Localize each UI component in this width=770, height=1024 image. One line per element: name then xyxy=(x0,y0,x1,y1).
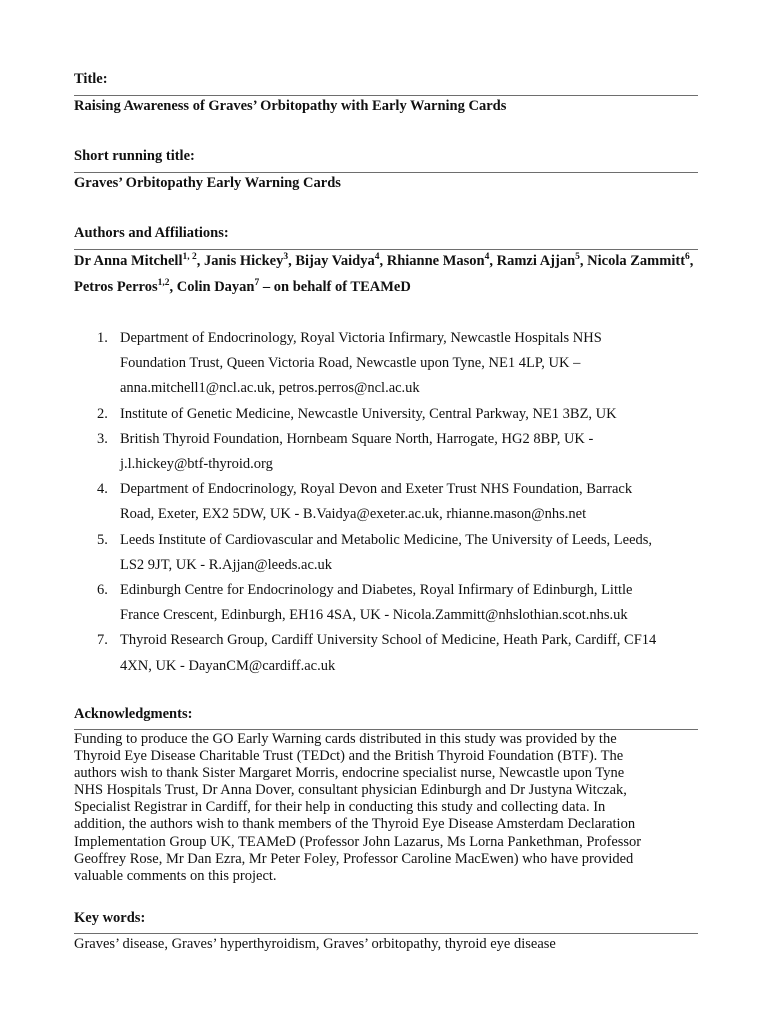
author-affiliation-ref: 6 xyxy=(685,252,690,263)
acknowledgments-line: authors wish to thank Sister Margaret Morris, endocrine specialist nurse, Newcastle upon Tyne xyxy=(74,765,625,782)
author-list xyxy=(74,248,698,300)
affiliation-number: 1. xyxy=(97,330,108,346)
author-name: Colin Dayan xyxy=(176,279,255,295)
author-entry xyxy=(387,253,497,269)
author-affiliation-ref: 4 xyxy=(374,252,380,263)
acknowledgments-line: Funding to produce the GO Early Warning cards distributed in this study was provided by the xyxy=(74,731,617,747)
affiliation-line: Road, Exeter, EX2 5DW, UK - B.Vaidya@exeter.ac.uk, rhianne.mason@nhs.net xyxy=(120,506,587,523)
affiliation-list xyxy=(74,326,698,679)
author-entry xyxy=(587,253,693,269)
author-affiliation-ref: 7 xyxy=(254,278,260,289)
author-name: Petros Perros xyxy=(74,279,158,295)
affiliation-number: 7. xyxy=(97,632,108,649)
author-name: Dr Anna Mitchell xyxy=(74,253,183,269)
affiliation-item xyxy=(74,402,698,427)
affiliation-number: 5. xyxy=(97,531,108,548)
title-heading: Title: xyxy=(74,71,108,87)
author-entry xyxy=(74,253,204,269)
author-affiliation-ref: 5 xyxy=(575,252,580,263)
author-affiliation-ref: 1,2 xyxy=(157,278,170,289)
author-affiliation-ref: 1, 2 xyxy=(182,252,197,263)
affiliation-line: Department of Endocrinology, Royal Victoria Infirmary, Newcastle Hospitals NHS xyxy=(120,330,602,346)
affiliation-line: Leeds Institute of Cardiovascular and Metabolic Medicine, The University of Leeds, Leeds, xyxy=(120,531,653,548)
author-name: Ramzi Ajjan xyxy=(496,253,576,269)
author-separator: , xyxy=(489,253,497,269)
author-affiliation-ref: 3 xyxy=(283,252,289,263)
author-suffix: – on behalf of TEAMeD xyxy=(259,279,411,295)
author-name: Bijay Vaidya xyxy=(295,253,375,269)
running-title-rule xyxy=(74,172,698,173)
author-name: Nicola Zammitt xyxy=(587,253,686,269)
authors-heading: Authors and Affiliations: xyxy=(74,225,229,241)
paper-title: Raising Awareness of Graves’ Orbitopathy with Early Warning Cards xyxy=(74,98,507,114)
author-affiliation-ref: 4 xyxy=(484,252,490,263)
acknowledgments-line: NHS Hospitals Trust, Dr Anna Dover, consultant physician Edinburgh and Dr Justyna Witczak, xyxy=(74,782,627,799)
affiliation-line: Thyroid Research Group, Cardiff University School of Medicine, Heath Park, Cardiff, CF14 xyxy=(120,632,657,649)
affiliation-item xyxy=(74,528,698,578)
affiliation-number: 4. xyxy=(97,481,108,498)
affiliation-number: 3. xyxy=(97,430,108,447)
author-separator: , xyxy=(379,253,387,269)
author-separator: , xyxy=(689,253,694,269)
running-title-heading: Short running title: xyxy=(74,148,195,164)
affiliation-line: LS2 9JT, UK - R.Ajjan@leeds.ac.uk xyxy=(120,556,333,573)
author-name: Janis Hickey xyxy=(203,253,284,269)
keywords-text: Graves’ disease, Graves’ hyperthyroidism, Graves’ orbitopathy, thyroid eye disease xyxy=(74,936,556,952)
affiliation-emails: anna.mitchell1@ncl.ac.uk, petros.perros@ncl.ac.uk xyxy=(120,380,420,397)
keywords-heading: Key words: xyxy=(74,910,146,926)
affiliation-line: 4XN, UK - DayanCM@cardiff.ac.uk xyxy=(120,657,336,674)
acknowledgments-line: valuable comments on this project. xyxy=(74,867,277,884)
acknowledgments-line: Geoffrey Rose, Mr Dan Ezra, Mr Peter Foley, Professor Caroline MacEwen) who have provided xyxy=(74,850,634,867)
author-entry xyxy=(74,279,177,295)
affiliation-number: 2. xyxy=(97,405,108,422)
affiliation-line: Institute of Genetic Medicine, Newcastle University, Central Parkway, NE1 3BZ, UK xyxy=(120,405,617,422)
affiliation-item xyxy=(74,477,698,527)
author-separator: , xyxy=(169,279,177,295)
affiliation-item xyxy=(74,628,698,678)
acknowledgments-rule xyxy=(74,729,698,730)
author-separator: , xyxy=(579,253,588,269)
author-separator: , xyxy=(288,253,296,269)
author-entry xyxy=(177,279,260,295)
author-entry xyxy=(295,253,386,269)
affiliation-item xyxy=(74,427,698,477)
affiliation-line: Foundation Trust, Queen Victoria Road, Newcastle upon Tyne, NE1 4LP, UK – xyxy=(120,355,581,372)
author-entry xyxy=(204,253,295,269)
affiliation-item xyxy=(74,326,698,402)
affiliation-line: British Thyroid Foundation, Hornbeam Square North, Harrogate, HG2 8BP, UK - xyxy=(120,430,594,447)
acknowledgments-heading: Acknowledgments: xyxy=(74,706,193,722)
affiliation-number: 6. xyxy=(97,582,108,599)
affiliation-emails: j.l.hickey@btf-thyroid.org xyxy=(120,456,273,473)
keywords-rule xyxy=(74,933,698,934)
acknowledgments-line: Thyroid Eye Disease Charitable Trust (TEDct) and the British Thyroid Foundation (BTF). The xyxy=(74,748,624,765)
author-separator: , xyxy=(196,253,204,269)
affiliation-line: Edinburgh Centre for Endocrinology and Diabetes, Royal Infirmary of Edinburgh, Little xyxy=(120,582,633,599)
affiliation-item xyxy=(74,578,698,628)
running-title: Graves’ Orbitopathy Early Warning Cards xyxy=(74,175,341,191)
author-entry xyxy=(497,253,588,269)
title-rule xyxy=(74,95,698,96)
acknowledgments-line: Specialist Registrar in Cardiff, for their help in conducting this study and collecting data. In xyxy=(74,799,606,816)
acknowledgments-line: addition, the authors wish to thank members of the Thyroid Eye Disease Amsterdam Declaration xyxy=(74,816,636,833)
affiliation-line: France Crescent, Edinburgh, EH16 4SA, UK - Nicola.Zammitt@nhslothian.scot.nhs.uk xyxy=(120,607,628,624)
author-name: Rhianne Mason xyxy=(386,253,485,269)
acknowledgments-line: Implementation Group UK, TEAMeD (Professor John Lazarus, Ms Lorna Pankethman, Professor xyxy=(74,833,642,850)
acknowledgments-text xyxy=(74,731,698,885)
affiliation-line: Department of Endocrinology, Royal Devon and Exeter Trust NHS Foundation, Barrack xyxy=(120,481,633,498)
